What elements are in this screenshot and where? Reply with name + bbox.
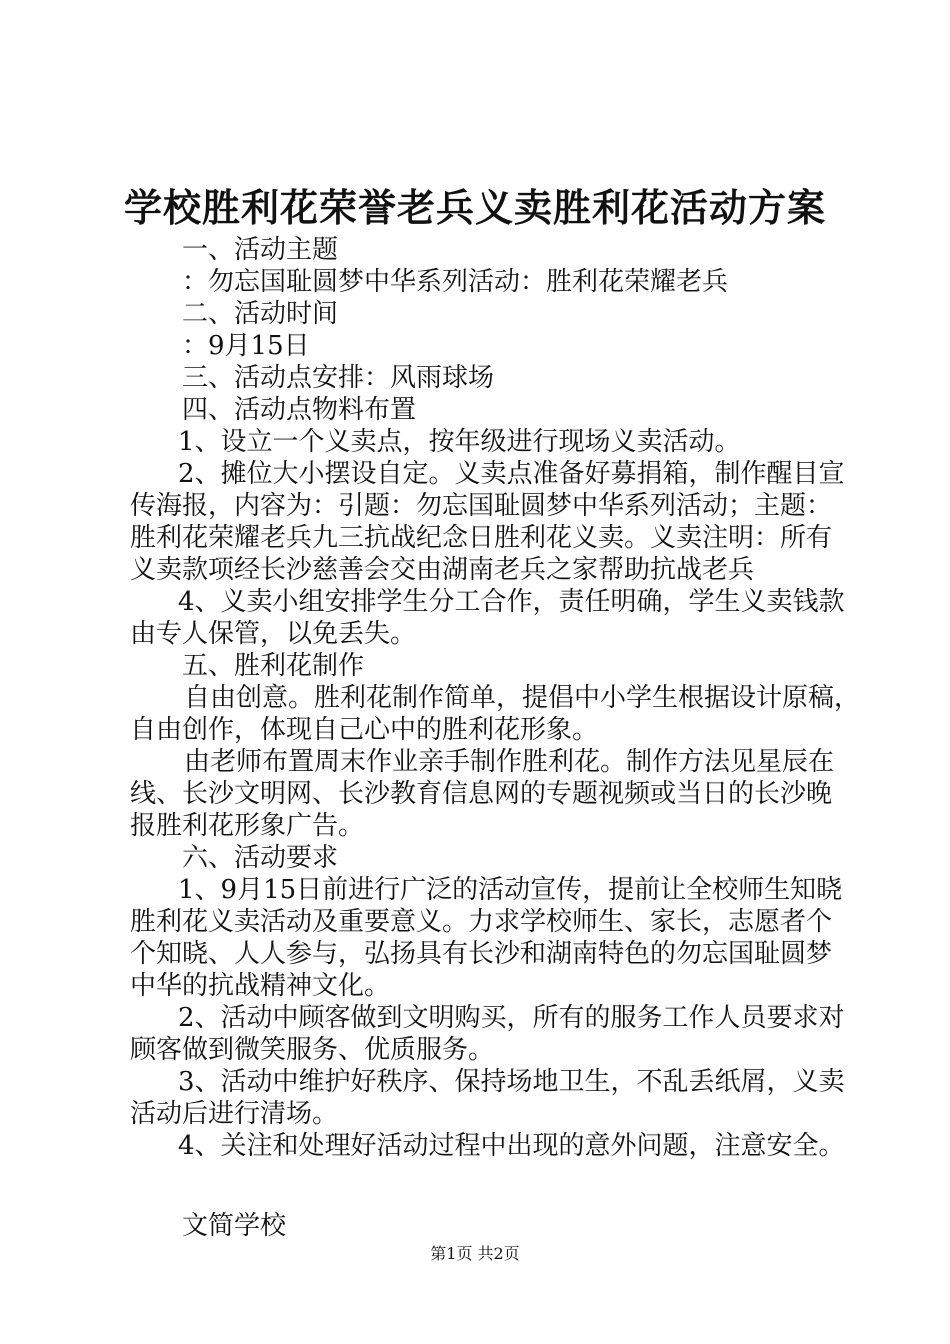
section-heading-time: 二、活动时间 (182, 299, 339, 329)
paragraph-line: 义卖款项经长沙慈善会交由湖南老兵之家帮助抗战老兵 (130, 555, 755, 585)
paragraph-line: 自由创意。胜利花制作简单，提倡中小学生根据设计原稿， (184, 683, 861, 713)
paragraph-line: 由老师布置周末作业亲手制作胜利花。制作方法见星辰在 (184, 747, 835, 777)
paragraph-line: 线、长沙文明网、长沙教育信息网的专题视频或当日的长沙晚 (130, 779, 833, 809)
paragraph-line: 2、活动中顾客做到文明购买，所有的服务工作人员要求对 (178, 1003, 845, 1033)
theme-text: ：勿忘国耻圆梦中华系列活动：胜利花荣耀老兵 (182, 267, 729, 297)
section-heading-materials: 四、活动点物料布置 (182, 395, 417, 425)
paragraph-line: 2、摊位大小摆设自定。义卖点准备好募捐箱，制作醒目宣 (178, 459, 845, 489)
paragraph-line: 1、设立一个义卖点，按年级进行现场义卖活动。 (178, 427, 741, 457)
paragraph-line: 1、9月15日前进行广泛的活动宣传，提前让全校师生知晓 (178, 875, 843, 905)
section-heading-location: 三、活动点安排：风雨球场 (182, 363, 495, 393)
paragraph-line: 传海报，内容为：引题：勿忘国耻圆梦中华系列活动；主题： (130, 491, 833, 521)
paragraph-line: 个知晓、人人参与，弘扬具有长沙和湖南特色的勿忘国耻圆梦 (130, 939, 833, 969)
paragraph-line: 4、义卖小组安排学生分工合作，责任明确，学生义卖钱款 (178, 587, 845, 617)
section-heading-requirements: 六、活动要求 (182, 843, 339, 873)
page-footer: 第1页 共2页 (430, 1244, 520, 1263)
blank-gap (130, 1162, 830, 1210)
paragraph-line: 4、关注和处理好活动过程中出现的意外问题，注意安全。 (178, 1131, 845, 1161)
paragraph-line: 中华的抗战精神文化。 (130, 971, 391, 1001)
paragraph-line: 报胜利花形象广告。 (130, 811, 365, 841)
paragraph-line: 活动后进行清场。 (130, 1099, 339, 1129)
section-heading-making: 五、胜利花制作 (182, 651, 365, 681)
paragraph-line: 由专人保管，以免丢失。 (130, 619, 417, 649)
paragraph-line: 胜利花荣耀老兵九三抗战纪念日胜利花义卖。义卖注明：所有 (130, 523, 833, 553)
time-text: ：9月15日 (182, 331, 310, 361)
paragraph-line: 自由创作，体现自己心中的胜利花形象。 (130, 715, 599, 745)
document-title: 学校胜利花荣誉老兵义卖胜利花活动方案 (123, 185, 826, 230)
signature: 文简学校 (182, 1211, 287, 1241)
section-heading-theme: 一、活动主题 (182, 235, 339, 265)
document-body (130, 234, 861, 1242)
paragraph-line: 顾客做到微笑服务、优质服务。 (130, 1035, 495, 1065)
paragraph-line: 胜利花义卖活动及重要意义。力求学校师生、家长，志愿者个 (130, 907, 833, 937)
paragraph-line: 3、活动中维护好秩序、保持场地卫生，不乱丢纸屑，义卖 (178, 1067, 845, 1097)
